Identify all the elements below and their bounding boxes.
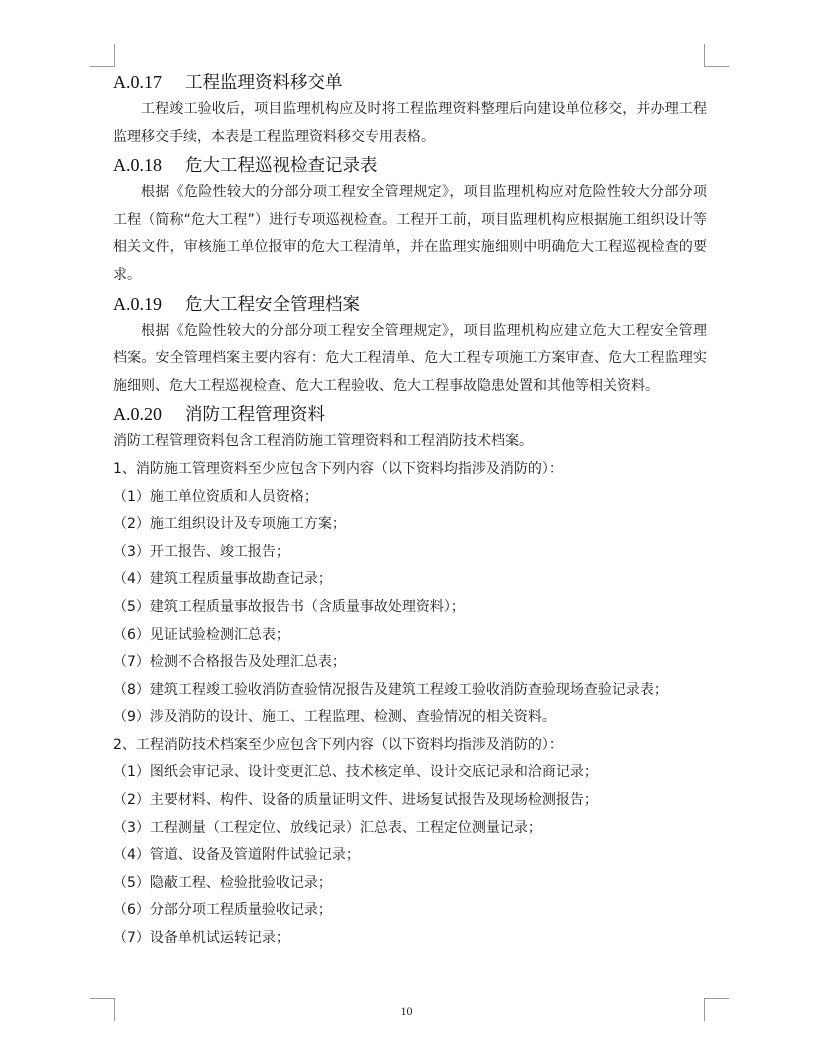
page-number: 10 xyxy=(400,1004,413,1018)
section-heading xyxy=(113,400,707,428)
section-number: A.0.20 xyxy=(113,404,162,425)
section-paragraph: 根据《危险性较大的分部分项工程安全管理规定》，项目监理机构应建立危大工程安全管理档案。安全管理档案主要内容有：危大工程清单、危大工程专项施工方案审查、危大工程监理实施细则、危大工程巡视检查、危大工程验收、危大工程事故隐患处置和其他等相关资料。 xyxy=(113,322,707,394)
section-title: 危大工程巡视检查记录表 xyxy=(185,156,378,177)
list-item: （7）检测不合格报告及处理汇总表； xyxy=(113,654,346,671)
list-item: （1）图纸会审记录、设计变更汇总、技术核定单、设计交底记录和洽商记录； xyxy=(113,764,598,781)
section-number: A.0.17 xyxy=(113,72,162,92)
crop-mark-top-left xyxy=(90,44,115,67)
page-content xyxy=(113,68,707,953)
section-title: 危大工程安全管理档案 xyxy=(185,294,360,315)
list-item: （7）设备单机试运转记录； xyxy=(113,930,290,947)
list-item: （2）主要材料、构件、设备的质量证明文件、进场复试报告及现场检测报告； xyxy=(113,792,598,809)
list-item: （3）工程测量（工程定位、放线记录）汇总表、工程定位测量记录； xyxy=(113,819,542,836)
list-item: （4）建筑工程质量事故勘查记录； xyxy=(113,571,332,588)
list-item: （2）施工组织设计及专项施工方案； xyxy=(113,516,346,533)
section-intro: 消防工程管理资料包含工程消防施工管理资料和工程消防技术档案。 xyxy=(113,433,533,450)
list-item: （5）隐蔽工程、检验批验收记录； xyxy=(113,874,332,891)
list-item: （8）建筑工程竣工验收消防查验情况报告及建筑工程竣工验收消防查验现场查验记录表； xyxy=(113,681,668,698)
list-item: （1）施工单位资质和人员资格； xyxy=(113,488,318,505)
section-paragraph: 根据《危险性较大的分部分项工程安全管理规定》，项目监理机构应对危险性较大分部分项工程（简称“危大工程”）进行专项巡视检查。工程开工前，项目监理机构应根据施工组织设计等相关文件，审核施工单位报审的危大工程清单，并在监理实施细则中明确危大工程巡视检查的要求。 xyxy=(113,184,707,283)
section-heading xyxy=(113,151,707,179)
crop-mark-top-right xyxy=(704,44,729,67)
section-heading xyxy=(113,290,707,318)
list-item: （4）管道、设备及管道附件试验记录； xyxy=(113,847,360,864)
list-item: （3）开工报告、竣工报告； xyxy=(113,543,290,560)
section-title: 工程监理资料移交单 xyxy=(185,73,343,93)
list-group-title: 1、消防施工管理资料至少应包含下列内容（以下资料均指涉及消防的）： xyxy=(113,460,563,477)
list-item: （6）分部分项工程质量验收记录； xyxy=(113,902,332,919)
list-item: （5）建筑工程质量事故报告书（含质量事故处理资料）； xyxy=(113,598,465,615)
list-group-title: 2、工程消防技术档案至少应包含下列内容（以下资料均指涉及消防的）： xyxy=(113,736,563,753)
section-paragraph: 工程竣工验收后，项目监理机构应及时将工程监理资料整理后向建设单位移交，并办理工程监理移交手续，本表是工程监理资料移交专用表格。 xyxy=(113,101,707,145)
section-number: A.0.19 xyxy=(113,293,162,314)
section-heading xyxy=(113,68,707,96)
section-title: 消防工程管理资料 xyxy=(185,405,325,426)
section-number: A.0.18 xyxy=(113,155,162,176)
list-item: （6）见证试验检测汇总表； xyxy=(113,626,290,643)
list-item: （9）涉及消防的设计、施工、工程监理、检测、查验情况的相关资料。 xyxy=(113,709,556,726)
